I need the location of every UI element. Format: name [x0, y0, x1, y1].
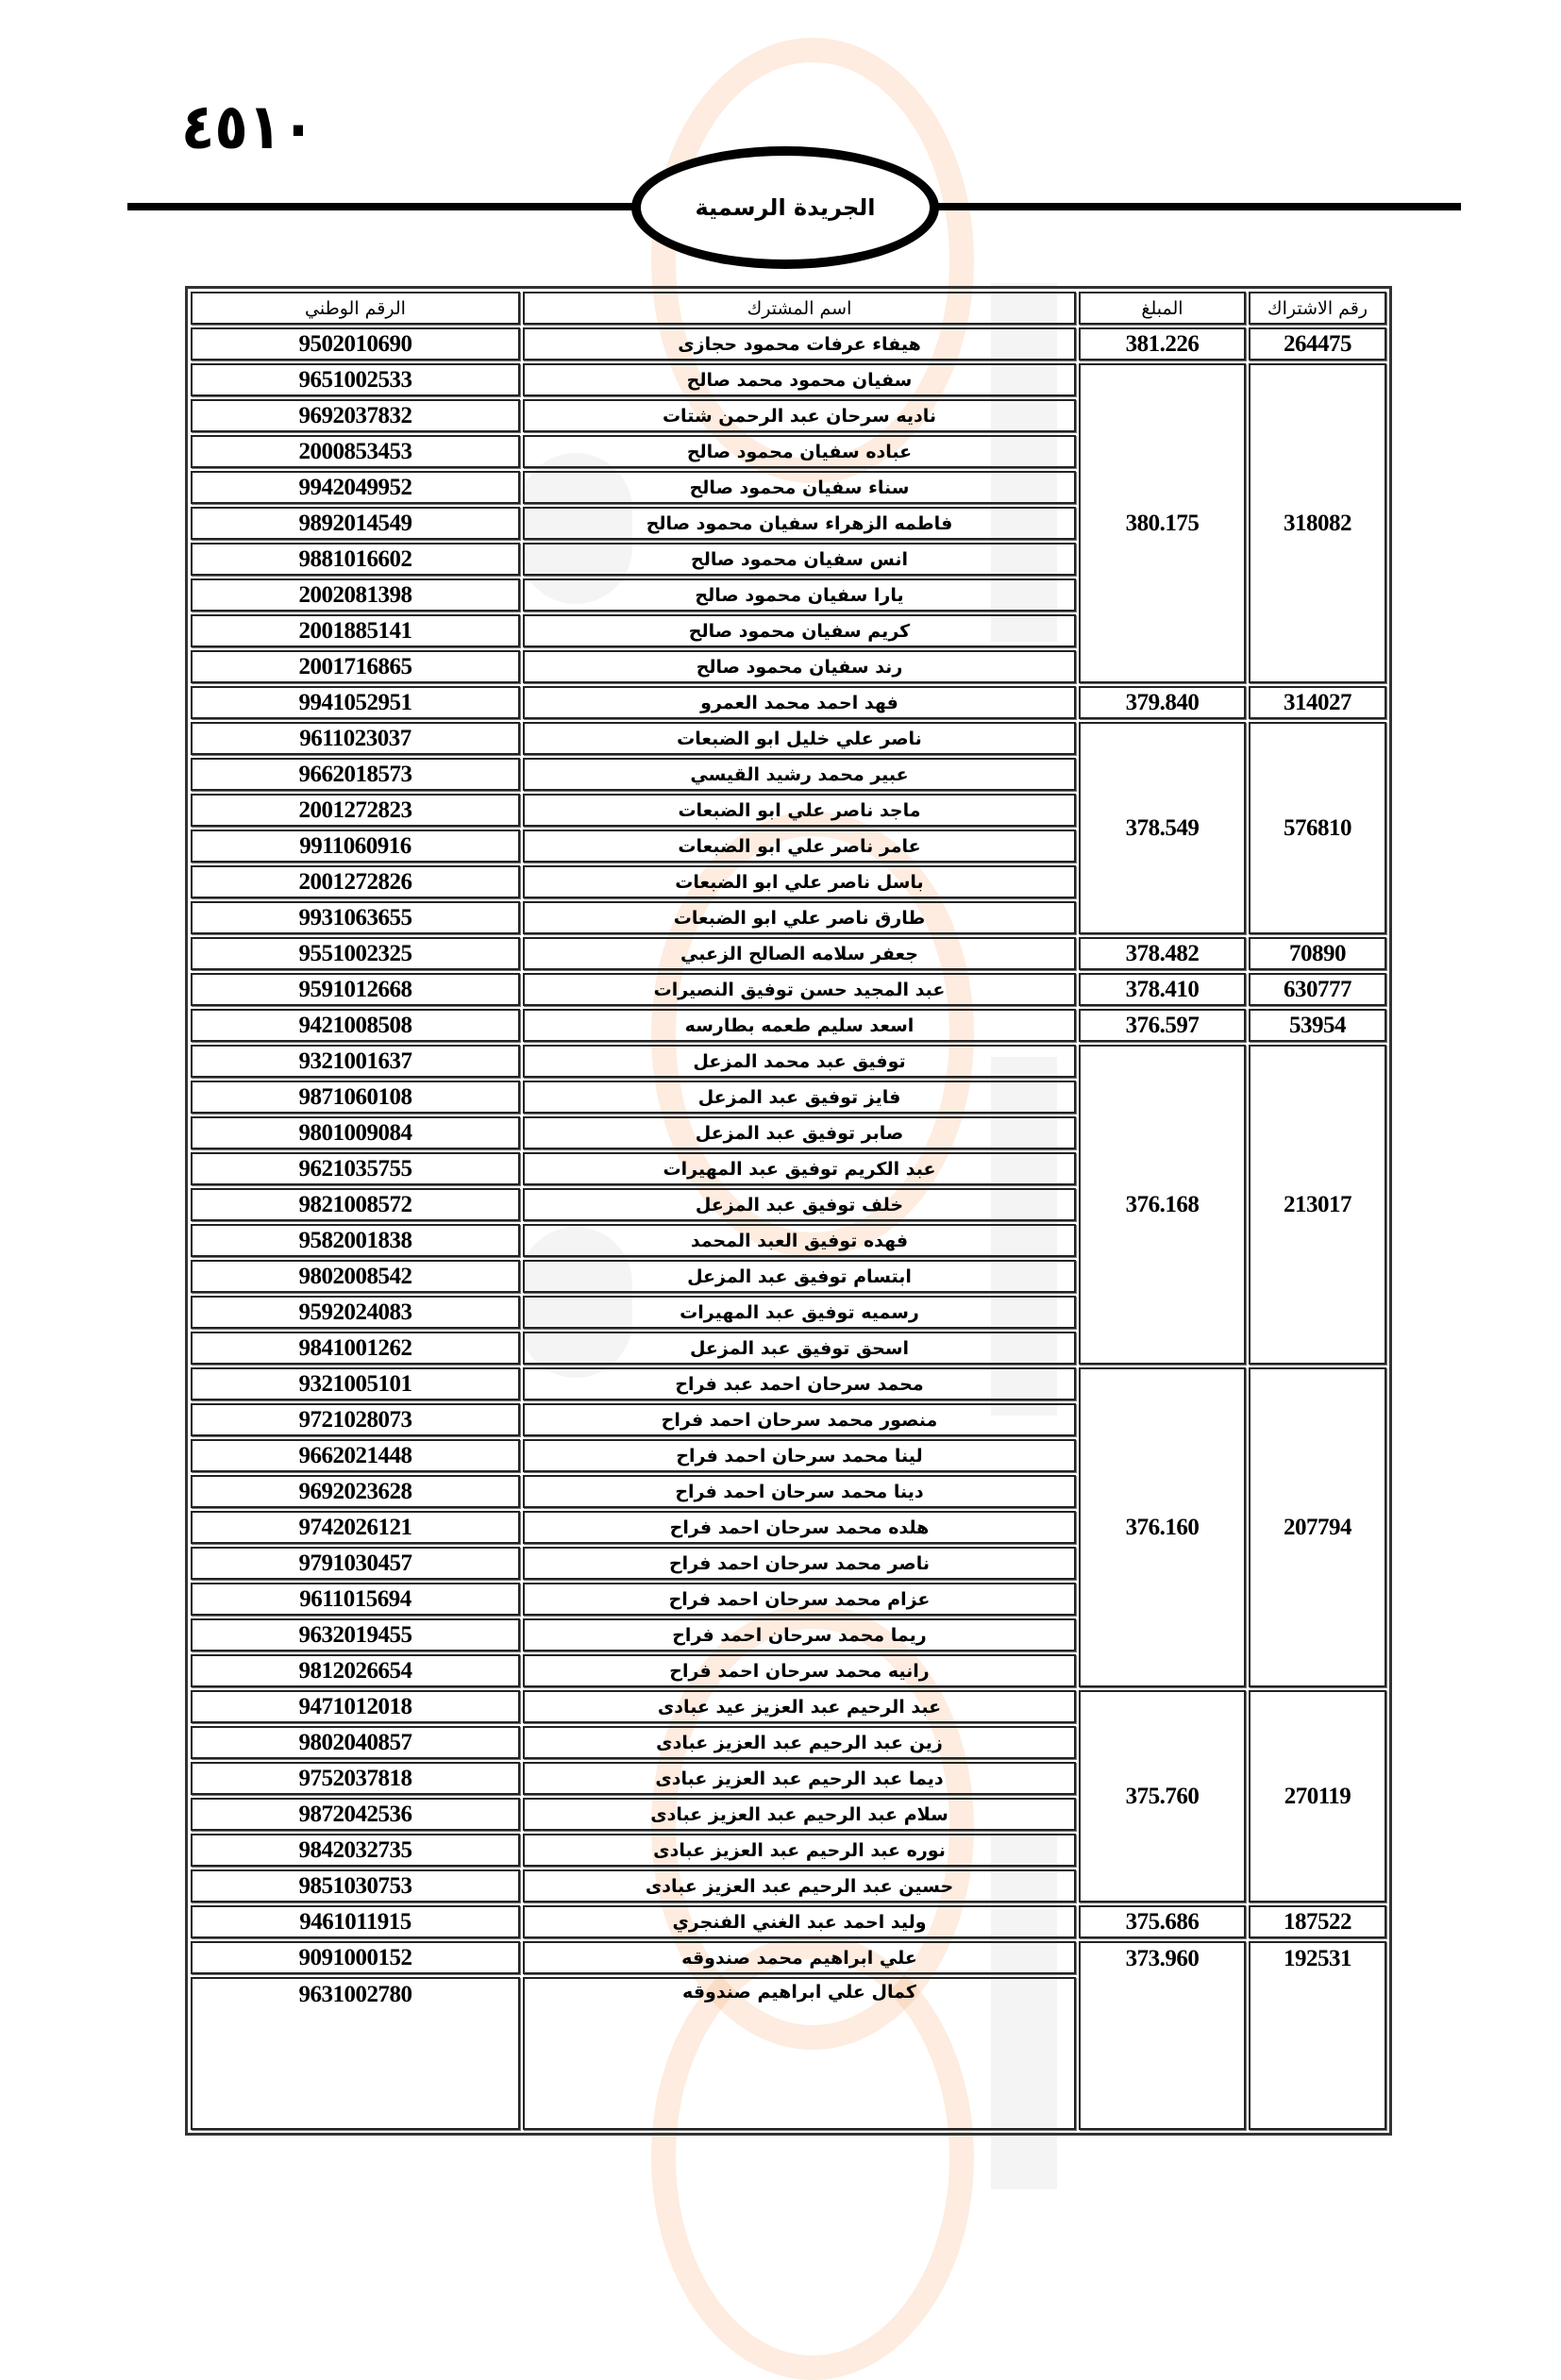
- subscriber-name-cell: سناء سفيان محمود صالح: [523, 471, 1076, 504]
- table-row: [191, 1690, 1386, 1723]
- subscribers-table: [185, 286, 1392, 2136]
- table-row: [191, 1905, 1386, 1938]
- amount-cell: 376.597: [1079, 1009, 1246, 1042]
- national-id-cell: 2001272823: [191, 794, 520, 827]
- subscription-no-cell: 213017: [1249, 1045, 1386, 1365]
- amount-cell: 373.960: [1079, 1941, 1246, 2130]
- national-id-cell: 2000853453: [191, 435, 520, 468]
- subscriber-name-cell: عامر ناصر علي ابو الضبعات: [523, 830, 1076, 863]
- subscription-no-cell: 192531: [1249, 1941, 1386, 2130]
- subscription-no-cell: 70890: [1249, 937, 1386, 970]
- subscriber-name-cell: ابتسام توفيق عبد المزعل: [523, 1260, 1076, 1293]
- national-id-cell: 9551002325: [191, 937, 520, 970]
- subscriber-name-cell: فايز توفيق عبد المزعل: [523, 1081, 1076, 1114]
- subscriber-name-cell: عباده سفيان محمود صالح: [523, 435, 1076, 468]
- national-id-cell: 9752037818: [191, 1762, 520, 1795]
- gazette-title: الجريدة الرسمية: [695, 194, 876, 221]
- national-id-cell: 9611015694: [191, 1583, 520, 1616]
- subscriber-name-cell: عبد الكريم توفيق عبد المهيرات: [523, 1152, 1076, 1185]
- national-id-cell: 9091000152: [191, 1941, 520, 1974]
- header-name: اسم المشترك: [523, 292, 1076, 325]
- header-amount: المبلغ: [1079, 292, 1246, 325]
- header-subscription-no: رقم الاشتراك: [1249, 292, 1386, 325]
- subscriber-name-cell: طارق ناصر علي ابو الضبعات: [523, 901, 1076, 934]
- subscriber-name-cell: زين عبد الرحيم عبد العزيز عبادى: [523, 1726, 1076, 1759]
- subscriber-name-cell: رسميه توفيق عبد المهيرات: [523, 1296, 1076, 1329]
- national-id-cell: 9842032735: [191, 1834, 520, 1867]
- national-id-cell: 9582001838: [191, 1224, 520, 1257]
- national-id-cell: 2001885141: [191, 614, 520, 647]
- table-row: [191, 363, 1386, 396]
- subscriber-name-cell: وليد احمد عبد الغني الفنجري: [523, 1905, 1076, 1938]
- national-id-cell: 9881016602: [191, 543, 520, 576]
- national-id-cell: 9662021448: [191, 1439, 520, 1472]
- subscription-no-cell: 187522: [1249, 1905, 1386, 1938]
- amount-cell: 375.760: [1079, 1690, 1246, 1902]
- subscriber-name-cell: محمد سرحان احمد عبد فراح: [523, 1367, 1076, 1400]
- amount-cell: 381.226: [1079, 327, 1246, 360]
- national-id-cell: 9611023037: [191, 722, 520, 755]
- subscriber-name-cell: خلف توفيق عبد المزعل: [523, 1188, 1076, 1221]
- subscriber-name-cell: ناصر محمد سرحان احمد فراح: [523, 1547, 1076, 1580]
- national-id-cell: 9721028073: [191, 1403, 520, 1436]
- national-id-cell: 2001272826: [191, 865, 520, 898]
- national-id-cell: 9802040857: [191, 1726, 520, 1759]
- national-id-cell: 9621035755: [191, 1152, 520, 1185]
- national-id-cell: 9631002780: [191, 1977, 520, 2130]
- gazette-title-oval: [631, 146, 939, 269]
- table-row: [191, 937, 1386, 970]
- national-id-cell: 9821008572: [191, 1188, 520, 1221]
- amount-cell: 380.175: [1079, 363, 1246, 683]
- amount-cell: 376.160: [1079, 1367, 1246, 1687]
- subscriber-name-cell: باسل ناصر علي ابو الضبعات: [523, 865, 1076, 898]
- subscription-no-cell: 207794: [1249, 1367, 1386, 1687]
- subscriber-name-cell: توفيق عبد محمد المزعل: [523, 1045, 1076, 1078]
- national-id-cell: 9692023628: [191, 1475, 520, 1508]
- subscriber-name-cell: عبد المجيد حسن توفيق النصيرات: [523, 973, 1076, 1006]
- subscriber-name-cell: ماجد ناصر علي ابو الضبعات: [523, 794, 1076, 827]
- subscriber-name-cell: دينا محمد سرحان احمد فراح: [523, 1475, 1076, 1508]
- national-id-cell: 9591012668: [191, 973, 520, 1006]
- national-id-cell: 9812026654: [191, 1654, 520, 1687]
- subscriber-name-cell: اسعد سليم طعمه بطارسه: [523, 1009, 1076, 1042]
- national-id-cell: 9742026121: [191, 1511, 520, 1544]
- national-id-cell: 2001716865: [191, 650, 520, 683]
- national-id-cell: 9421008508: [191, 1009, 520, 1042]
- page-number: ٤٥١٠: [181, 89, 315, 164]
- subscription-no-cell: 314027: [1249, 686, 1386, 719]
- national-id-cell: 9321005101: [191, 1367, 520, 1400]
- table-row: [191, 1941, 1386, 1974]
- subscriber-name-cell: رانيه محمد سرحان احمد فراح: [523, 1654, 1076, 1687]
- table-row: [191, 1009, 1386, 1042]
- national-id-cell: 9502010690: [191, 327, 520, 360]
- amount-cell: 379.840: [1079, 686, 1246, 719]
- subscriber-name-cell: هلده محمد سرحان احمد فراح: [523, 1511, 1076, 1544]
- table-row: [191, 686, 1386, 719]
- subscriber-name-cell: عبير محمد رشيد القيسي: [523, 758, 1076, 791]
- subscriber-name-cell: جعفر سلامه الصالح الزعبي: [523, 937, 1076, 970]
- table-row: [191, 1367, 1386, 1400]
- subscriber-name-cell: لينا محمد سرحان احمد فراح: [523, 1439, 1076, 1472]
- national-id-cell: 9801009084: [191, 1116, 520, 1149]
- subscription-no-cell: 53954: [1249, 1009, 1386, 1042]
- subscriber-name-cell: فهده توفيق العبد المحمد: [523, 1224, 1076, 1257]
- subscriber-name-cell: منصور محمد سرحان احمد فراح: [523, 1403, 1076, 1436]
- national-id-cell: 9662018573: [191, 758, 520, 791]
- subscriber-name-cell: فاطمه الزهراء سفيان محمود صالح: [523, 507, 1076, 540]
- subscriber-name-cell: هيفاء عرفات محمود حجازى: [523, 327, 1076, 360]
- national-id-cell: 9802008542: [191, 1260, 520, 1293]
- subscribers-table-container: [185, 286, 1385, 2136]
- subscriber-name-cell: ريما محمد سرحان احمد فراح: [523, 1618, 1076, 1651]
- subscriber-name-cell: عزام محمد سرحان احمد فراح: [523, 1583, 1076, 1616]
- subscription-no-cell: 576810: [1249, 722, 1386, 934]
- national-id-cell: 9931063655: [191, 901, 520, 934]
- amount-cell: 378.482: [1079, 937, 1246, 970]
- national-id-cell: 9941052951: [191, 686, 520, 719]
- amount-cell: 376.168: [1079, 1045, 1246, 1365]
- table-row: [191, 722, 1386, 755]
- table-header-row: [191, 292, 1386, 325]
- table-row: [191, 973, 1386, 1006]
- subscriber-name-cell: اسحق توفيق عبد المزعل: [523, 1332, 1076, 1365]
- subscriber-name-cell: عبد الرحيم عبد العزيز عيد عبادى: [523, 1690, 1076, 1723]
- subscriber-name-cell: كريم سفيان محمود صالح: [523, 614, 1076, 647]
- subscriber-name-cell: علي ابراهيم محمد صندوقه: [523, 1941, 1076, 1974]
- subscriber-name-cell: رند سفيان محمود صالح: [523, 650, 1076, 683]
- subscriber-name-cell: سفيان محمود محمد صالح: [523, 363, 1076, 396]
- national-id-cell: 9461011915: [191, 1905, 520, 1938]
- subscription-no-cell: 264475: [1249, 327, 1386, 360]
- subscriber-name-cell: انس سفيان محمود صالح: [523, 543, 1076, 576]
- table-row: [191, 327, 1386, 360]
- amount-cell: 375.686: [1079, 1905, 1246, 1938]
- subscriber-name-cell: ديما عبد الرحيم عبد العزيز عبادى: [523, 1762, 1076, 1795]
- national-id-cell: 9911060916: [191, 830, 520, 863]
- national-id-cell: 9872042536: [191, 1798, 520, 1831]
- national-id-cell: 9892014549: [191, 507, 520, 540]
- national-id-cell: 9851030753: [191, 1869, 520, 1902]
- subscriber-name-cell: سلام عبد الرحيم عبد العزيز عبادى: [523, 1798, 1076, 1831]
- national-id-cell: 9632019455: [191, 1618, 520, 1651]
- national-id-cell: 9592024083: [191, 1296, 520, 1329]
- amount-cell: 378.549: [1079, 722, 1246, 934]
- national-id-cell: 9321001637: [191, 1045, 520, 1078]
- subscriber-name-cell: نوره عبد الرحيم عبد العزيز عبادى: [523, 1834, 1076, 1867]
- national-id-cell: 9471012018: [191, 1690, 520, 1723]
- national-id-cell: 9651002533: [191, 363, 520, 396]
- subscriber-name-cell: حسين عبد الرحيم عبد العزيز عبادى: [523, 1869, 1076, 1902]
- subscription-no-cell: 270119: [1249, 1690, 1386, 1902]
- subscriber-name-cell: يارا سفيان محمود صالح: [523, 578, 1076, 612]
- national-id-cell: 9692037832: [191, 399, 520, 432]
- table-body: [191, 327, 1386, 2130]
- table-row: [191, 1045, 1386, 1078]
- subscriber-name-cell: ناديه سرحان عبد الرحمن شتات: [523, 399, 1076, 432]
- amount-cell: 378.410: [1079, 973, 1246, 1006]
- subscriber-name-cell: ناصر علي خليل ابو الضبعات: [523, 722, 1076, 755]
- subscriber-name-cell: فهد احمد محمد العمرو: [523, 686, 1076, 719]
- subscription-no-cell: 630777: [1249, 973, 1386, 1006]
- subscriber-name-cell: كمال علي ابراهيم صندوقه: [523, 1977, 1076, 2130]
- national-id-cell: 9791030457: [191, 1547, 520, 1580]
- subscriber-name-cell: صابر توفيق عبد المزعل: [523, 1116, 1076, 1149]
- national-id-cell: 9841001262: [191, 1332, 520, 1365]
- subscription-no-cell: 318082: [1249, 363, 1386, 683]
- national-id-cell: 9942049952: [191, 471, 520, 504]
- header-national-id: الرقم الوطني: [191, 292, 520, 325]
- national-id-cell: 2002081398: [191, 578, 520, 612]
- national-id-cell: 9871060108: [191, 1081, 520, 1114]
